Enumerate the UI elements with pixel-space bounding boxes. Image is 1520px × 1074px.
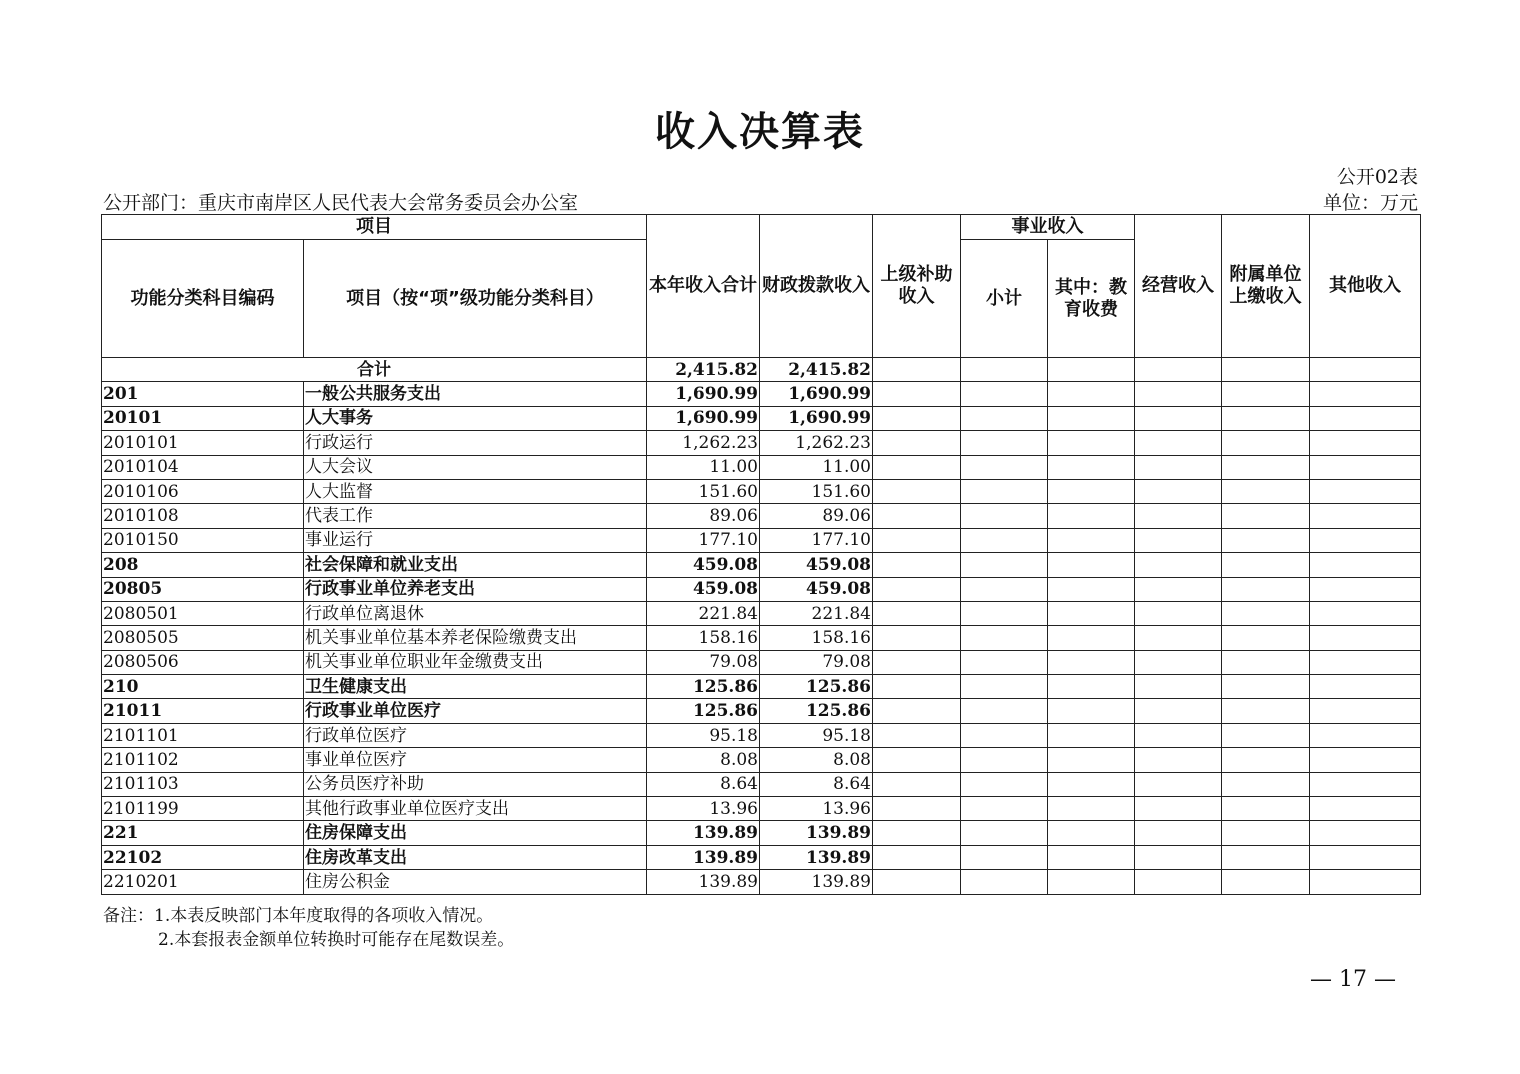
empty-cell — [1310, 504, 1421, 528]
empty-cell — [961, 870, 1048, 894]
header-other: 其他收入 — [1310, 215, 1421, 358]
empty-cell — [1222, 577, 1310, 601]
empty-cell — [873, 845, 961, 869]
empty-cell — [1310, 601, 1421, 625]
item-name-cell: 行政事业单位医疗 — [304, 699, 647, 723]
empty-cell — [873, 650, 961, 674]
empty-cell — [873, 577, 961, 601]
empty-cell — [1048, 601, 1135, 625]
empty-cell — [961, 723, 1048, 747]
table-row — [102, 601, 1421, 625]
empty-cell — [1222, 772, 1310, 796]
empty-cell — [1222, 431, 1310, 455]
total-income-cell: 125.86 — [647, 675, 760, 699]
empty-cell — [873, 748, 961, 772]
table-row — [102, 431, 1421, 455]
empty-cell — [1222, 797, 1310, 821]
empty-cell — [1048, 772, 1135, 796]
empty-cell — [961, 504, 1048, 528]
empty-cell — [1048, 650, 1135, 674]
empty-cell — [1135, 406, 1222, 430]
item-name-cell: 人大监督 — [304, 479, 647, 503]
header-education-fee: 其中：教育收费 — [1048, 240, 1135, 358]
header-subtotal: 小计 — [961, 240, 1048, 358]
item-name-cell: 公务员医疗补助 — [304, 772, 647, 796]
empty-cell — [1048, 431, 1135, 455]
total-income-cell: 139.89 — [647, 845, 760, 869]
item-name-cell: 一般公共服务支出 — [304, 382, 647, 406]
total-income-cell: 8.64 — [647, 772, 760, 796]
empty-cell — [961, 797, 1048, 821]
fiscal-cell: 151.60 — [760, 479, 873, 503]
empty-cell — [961, 699, 1048, 723]
code-cell: 2010101 — [102, 431, 304, 455]
fiscal-cell: 79.08 — [760, 650, 873, 674]
code-cell: 2010108 — [102, 504, 304, 528]
table-row — [102, 723, 1421, 747]
empty-cell — [873, 772, 961, 796]
empty-cell — [873, 528, 961, 552]
empty-cell — [873, 797, 961, 821]
empty-cell — [961, 821, 1048, 845]
empty-cell — [1222, 845, 1310, 869]
table-row — [102, 821, 1421, 845]
empty-cell — [1310, 772, 1421, 796]
fiscal-cell: 8.08 — [760, 748, 873, 772]
empty-cell — [1222, 650, 1310, 674]
empty-cell — [873, 601, 961, 625]
item-name-cell: 卫生健康支出 — [304, 675, 647, 699]
empty-cell — [873, 504, 961, 528]
fiscal-cell: 1,690.99 — [760, 382, 873, 406]
table-row — [102, 577, 1421, 601]
empty-cell — [873, 723, 961, 747]
table-row — [102, 406, 1421, 430]
empty-cell — [1310, 479, 1421, 503]
total-income-cell: 158.16 — [647, 626, 760, 650]
fiscal-cell: 95.18 — [760, 723, 873, 747]
empty-cell — [1135, 772, 1222, 796]
empty-cell — [961, 406, 1048, 430]
empty-cell — [1048, 455, 1135, 479]
fiscal-cell: 1,262.23 — [760, 431, 873, 455]
total-income-cell: 151.60 — [647, 479, 760, 503]
fiscal-cell: 125.86 — [760, 699, 873, 723]
empty-cell — [1222, 699, 1310, 723]
empty-cell — [1048, 699, 1135, 723]
item-name-cell: 事业运行 — [304, 528, 647, 552]
empty-cell — [961, 382, 1048, 406]
empty-cell — [1048, 528, 1135, 552]
empty-cell — [1135, 626, 1222, 650]
empty-cell — [961, 772, 1048, 796]
form-number: 公开02表 — [1336, 166, 1418, 188]
item-name-cell: 机关事业单位职业年金缴费支出 — [304, 650, 647, 674]
fiscal-cell: 177.10 — [760, 528, 873, 552]
total-income-cell: 79.08 — [647, 650, 760, 674]
empty-cell — [1222, 821, 1310, 845]
table-row — [102, 675, 1421, 699]
code-cell: 208 — [102, 553, 304, 577]
empty-cell — [1048, 504, 1135, 528]
empty-cell — [1048, 382, 1135, 406]
total-row — [102, 358, 1421, 382]
header-business-income: 事业收入 — [961, 215, 1135, 240]
item-name-cell: 住房公积金 — [304, 870, 647, 894]
empty-cell — [1310, 870, 1421, 894]
empty-cell — [1048, 748, 1135, 772]
item-name-cell: 住房保障支出 — [304, 821, 647, 845]
code-cell: 2080505 — [102, 626, 304, 650]
table-row — [102, 528, 1421, 552]
item-name-cell: 行政事业单位养老支出 — [304, 577, 647, 601]
code-cell: 2101199 — [102, 797, 304, 821]
table-row — [102, 382, 1421, 406]
income-table — [101, 214, 1421, 895]
total-income-cell: 8.08 — [647, 748, 760, 772]
empty-cell — [1222, 504, 1310, 528]
empty-cell — [961, 528, 1048, 552]
total-income-cell: 1,262.23 — [647, 431, 760, 455]
empty-cell — [1222, 479, 1310, 503]
fiscal-cell: 125.86 — [760, 675, 873, 699]
empty-cell — [961, 626, 1048, 650]
note-1: 备注：1.本表反映部门本年度取得的各项收入情况。 — [103, 906, 494, 926]
total-fiscal-cell: 2,415.82 — [760, 358, 873, 382]
item-name-cell: 社会保障和就业支出 — [304, 553, 647, 577]
table-row — [102, 870, 1421, 894]
code-cell: 2210201 — [102, 870, 304, 894]
empty-cell — [1135, 577, 1222, 601]
table-row — [102, 650, 1421, 674]
department-label: 公开部门：重庆市南岸区人民代表大会常务委员会办公室 — [103, 192, 579, 214]
table-row — [102, 626, 1421, 650]
empty-cell — [1310, 553, 1421, 577]
empty-cell — [1048, 870, 1135, 894]
fiscal-cell: 459.08 — [760, 577, 873, 601]
fiscal-cell: 139.89 — [760, 845, 873, 869]
empty-cell — [1222, 455, 1310, 479]
empty-cell — [1135, 504, 1222, 528]
empty-cell — [1135, 870, 1222, 894]
fiscal-cell: 158.16 — [760, 626, 873, 650]
empty-cell — [1310, 845, 1421, 869]
empty-cell — [1310, 821, 1421, 845]
empty-cell — [1048, 406, 1135, 430]
empty-cell — [961, 675, 1048, 699]
fiscal-cell: 139.89 — [760, 821, 873, 845]
code-cell: 20101 — [102, 406, 304, 430]
total-income-cell: 125.86 — [647, 699, 760, 723]
empty-cell — [1310, 675, 1421, 699]
empty-cell — [1222, 406, 1310, 430]
empty-cell — [1135, 431, 1222, 455]
empty-cell — [1135, 675, 1222, 699]
total-income-cell: 177.10 — [647, 528, 760, 552]
empty-cell — [1048, 479, 1135, 503]
total-income-cell: 221.84 — [647, 601, 760, 625]
total-income-cell: 11.00 — [647, 455, 760, 479]
fiscal-cell: 1,690.99 — [760, 406, 873, 430]
empty-cell — [1222, 870, 1310, 894]
header-superior-subsidy: 上级补助收入 — [873, 215, 961, 358]
empty-cell — [961, 601, 1048, 625]
empty-cell — [1310, 626, 1421, 650]
code-cell: 210 — [102, 675, 304, 699]
item-name-cell: 行政单位医疗 — [304, 723, 647, 747]
empty-cell — [1310, 650, 1421, 674]
empty-cell — [873, 675, 961, 699]
table-row — [102, 504, 1421, 528]
empty-cell — [1222, 601, 1310, 625]
empty-cell — [1222, 675, 1310, 699]
empty-cell — [1048, 675, 1135, 699]
empty-cell — [873, 382, 961, 406]
empty-cell — [1310, 455, 1421, 479]
code-cell: 2080501 — [102, 601, 304, 625]
empty-cell — [873, 821, 961, 845]
header-code: 功能分类科目编码 — [102, 240, 304, 358]
item-name-cell: 人大事务 — [304, 406, 647, 430]
empty-cell — [873, 455, 961, 479]
item-name-cell: 其他行政事业单位医疗支出 — [304, 797, 647, 821]
code-cell: 2101102 — [102, 748, 304, 772]
total-income-cell: 89.06 — [647, 504, 760, 528]
empty-cell — [1048, 723, 1135, 747]
code-cell: 2080506 — [102, 650, 304, 674]
fiscal-cell: 8.64 — [760, 772, 873, 796]
empty-cell — [1222, 626, 1310, 650]
empty-cell — [1135, 479, 1222, 503]
empty-cell — [1222, 748, 1310, 772]
empty-cell — [1135, 528, 1222, 552]
empty-cell — [873, 870, 961, 894]
table-row — [102, 772, 1421, 796]
empty-cell — [1135, 455, 1222, 479]
item-name-cell: 人大会议 — [304, 455, 647, 479]
item-name-cell: 机关事业单位基本养老保险缴费支出 — [304, 626, 647, 650]
code-cell: 2010104 — [102, 455, 304, 479]
header-total-income: 本年收入合计 — [647, 215, 760, 358]
empty-cell — [961, 455, 1048, 479]
table-row — [102, 748, 1421, 772]
empty-cell — [1310, 748, 1421, 772]
empty-cell — [1135, 845, 1222, 869]
total-income-cell: 139.89 — [647, 821, 760, 845]
total-income-cell: 13.96 — [647, 797, 760, 821]
empty-cell — [961, 577, 1048, 601]
table-row — [102, 479, 1421, 503]
empty-cell — [1048, 553, 1135, 577]
item-name-cell: 代表工作 — [304, 504, 647, 528]
empty-cell — [1310, 797, 1421, 821]
empty-cell — [1310, 406, 1421, 430]
fiscal-cell: 221.84 — [760, 601, 873, 625]
code-cell: 22102 — [102, 845, 304, 869]
empty-cell — [1048, 797, 1135, 821]
header-fiscal: 财政拨款收入 — [760, 215, 873, 358]
code-cell: 221 — [102, 821, 304, 845]
item-name-cell: 事业单位医疗 — [304, 748, 647, 772]
empty-cell — [1310, 382, 1421, 406]
empty-cell — [1135, 553, 1222, 577]
total-income-cell: 2,415.82 — [647, 358, 760, 382]
note-2: 2.本套报表金额单位转换时可能存在尾数误差。 — [158, 930, 515, 950]
table-row — [102, 699, 1421, 723]
empty-cell — [1048, 626, 1135, 650]
empty-cell — [873, 553, 961, 577]
total-income-cell: 1,690.99 — [647, 382, 760, 406]
empty-cell — [1135, 797, 1222, 821]
empty-cell — [961, 479, 1048, 503]
table-row — [102, 797, 1421, 821]
header-operating: 经营收入 — [1135, 215, 1222, 358]
total-income-cell: 95.18 — [647, 723, 760, 747]
code-cell: 2010106 — [102, 479, 304, 503]
table-row — [102, 553, 1421, 577]
empty-cell — [1135, 601, 1222, 625]
page-title: 收入决算表 — [655, 109, 865, 155]
empty-cell — [961, 650, 1048, 674]
empty-cell — [1222, 553, 1310, 577]
empty-cell — [1310, 528, 1421, 552]
total-label: 合计 — [102, 358, 647, 382]
empty-cell — [873, 431, 961, 455]
empty-cell — [873, 406, 961, 430]
empty-cell — [1310, 723, 1421, 747]
empty-cell — [1310, 699, 1421, 723]
empty-cell — [961, 553, 1048, 577]
code-cell: 2010150 — [102, 528, 304, 552]
empty-cell — [1135, 723, 1222, 747]
empty-cell — [1222, 723, 1310, 747]
code-cell: 2101103 — [102, 772, 304, 796]
empty-cell — [1135, 699, 1222, 723]
fiscal-cell: 139.89 — [760, 870, 873, 894]
empty-cell — [1310, 577, 1421, 601]
unit-label: 单位：万元 — [1322, 192, 1418, 214]
empty-cell — [873, 479, 961, 503]
fiscal-cell: 459.08 — [760, 553, 873, 577]
header-affiliated: 附属单位上缴收入 — [1222, 215, 1310, 358]
total-income-cell: 459.08 — [647, 553, 760, 577]
code-cell: 21011 — [102, 699, 304, 723]
total-income-cell: 139.89 — [647, 870, 760, 894]
header-item: 项目（按“项”级功能分类科目） — [304, 240, 647, 358]
total-income-cell: 1,690.99 — [647, 406, 760, 430]
total-income-cell: 459.08 — [647, 577, 760, 601]
empty-cell — [1135, 650, 1222, 674]
empty-cell — [961, 431, 1048, 455]
code-cell: 201 — [102, 382, 304, 406]
empty-cell — [1048, 821, 1135, 845]
empty-cell — [961, 748, 1048, 772]
empty-cell — [1310, 431, 1421, 455]
empty-cell — [873, 626, 961, 650]
empty-cell — [1222, 528, 1310, 552]
empty-cell — [1135, 748, 1222, 772]
item-name-cell: 行政运行 — [304, 431, 647, 455]
item-name-cell: 行政单位离退休 — [304, 601, 647, 625]
code-cell: 2101101 — [102, 723, 304, 747]
fiscal-cell: 13.96 — [760, 797, 873, 821]
fiscal-cell: 11.00 — [760, 455, 873, 479]
empty-cell — [1048, 577, 1135, 601]
item-name-cell: 住房改革支出 — [304, 845, 647, 869]
empty-cell — [1048, 845, 1135, 869]
empty-cell — [961, 845, 1048, 869]
empty-cell — [1222, 382, 1310, 406]
header-project: 项目 — [102, 215, 647, 240]
table-row — [102, 845, 1421, 869]
empty-cell — [1135, 382, 1222, 406]
empty-cell — [1135, 821, 1222, 845]
page-number: — 17 — — [1310, 967, 1396, 992]
fiscal-cell: 89.06 — [760, 504, 873, 528]
empty-cell — [873, 699, 961, 723]
table-row — [102, 455, 1421, 479]
code-cell: 20805 — [102, 577, 304, 601]
